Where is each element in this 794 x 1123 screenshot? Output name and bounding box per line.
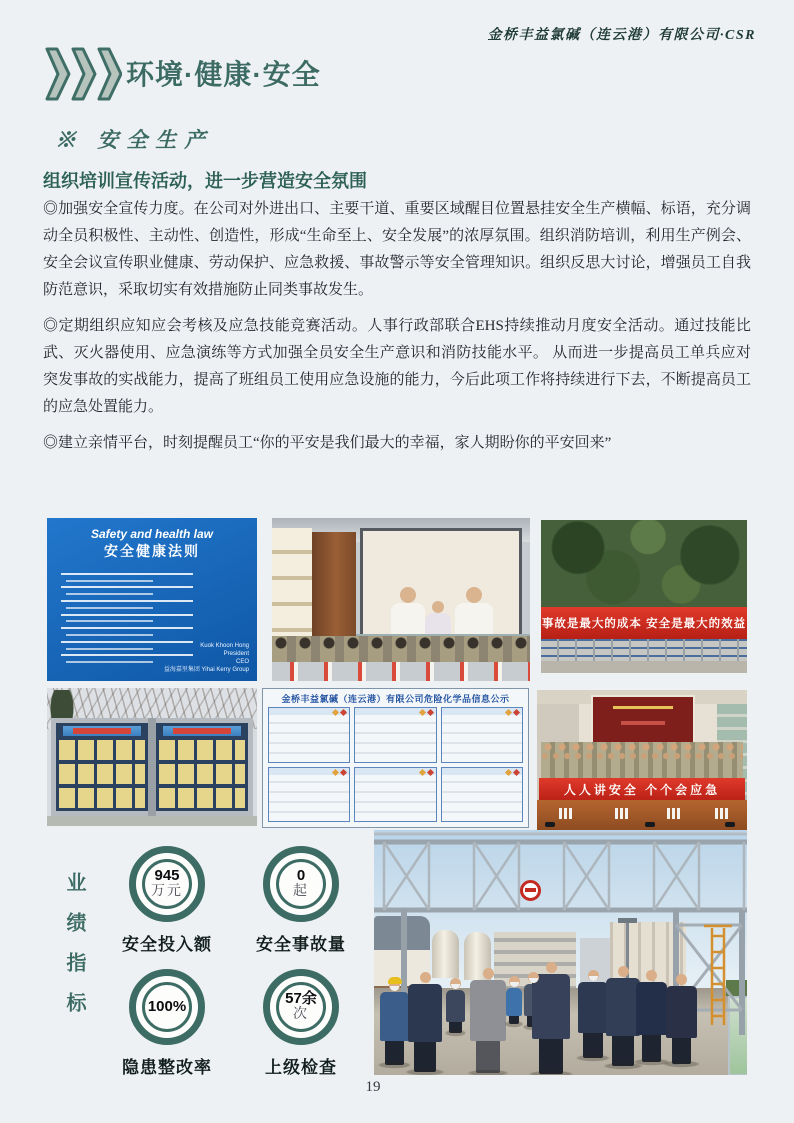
metric-ring: [263, 846, 339, 922]
person-figure: [470, 968, 506, 1073]
page-number: 19: [365, 1079, 381, 1095]
photo-chemical-info-board: [262, 688, 529, 828]
microphone: [645, 822, 655, 827]
page-title: 环境·健康·安全: [126, 59, 321, 90]
metric-value: 100%: [147, 998, 187, 1015]
bulletin-board-left: [56, 723, 148, 811]
paragraph-1: ◎加强安全宣传力度。在公司对外进出口、主要干道、重要区域醒目位置悬挂安全生产横幅、标语，充分调动全员积极性、主动性、创造性，形成“生命至上、安全发展”的浓厚氛围。组织消防培训，利用生产例会、安全会议宣传职业健康、劳动保护、应急救援、事故警示等安全管理知识。组织反思大讨论，增强员工自我防范意识，采取切实有效措施防止同类事故发生。: [43, 201, 751, 298]
person-figure: [506, 976, 522, 1024]
metric-superior-inspections: [253, 969, 349, 1078]
chemical-panel: [268, 767, 350, 823]
poster-title-en: Safety and health law: [90, 527, 214, 541]
section-heading: ※ 安全生产: [55, 128, 214, 152]
signature-line: 益海嘉里集团 Yihai Kerry Group: [163, 667, 249, 673]
metric-label: 隐患整改率: [122, 1058, 212, 1077]
metric-value: 57余: [285, 990, 317, 1007]
person-figure: [578, 970, 608, 1058]
banner-text: 人人讲安全 个个会应急: [563, 783, 721, 797]
photo-group-safety-meeting: [537, 690, 747, 833]
metric-value: 0: [296, 867, 306, 884]
chemical-panel: [354, 767, 436, 823]
inspection-group: [374, 830, 747, 1075]
meeting-attendees: [272, 636, 530, 662]
person-figure: [408, 972, 442, 1072]
chemical-panel: [268, 707, 350, 763]
conference-table: [537, 800, 747, 833]
signature-line: Kuok Khoon Hong: [200, 643, 249, 649]
person-figure: [636, 970, 667, 1062]
metric-unit: 万元: [151, 884, 183, 899]
metric-label: 上级检查: [265, 1058, 337, 1077]
metric-label: 安全事故量: [256, 935, 346, 954]
section-subheading: 组织培训宣传活动，进一步营造安全氛围: [43, 171, 367, 191]
person-figure: [446, 978, 465, 1033]
metric-value: 945: [154, 867, 180, 884]
water-bottles: [615, 808, 630, 819]
body-text: [43, 196, 751, 466]
metrics-vertical-label: 业绩指标: [63, 872, 85, 1032]
family-figure-child: [425, 601, 451, 637]
meeting-table-bottles: [272, 662, 530, 681]
group-of-employees: [541, 742, 743, 780]
signature-line: CEO: [235, 659, 249, 665]
meeting-projection-screen: [360, 528, 522, 640]
metric-hazard-rectification: [119, 969, 215, 1078]
chemical-panel: [441, 767, 523, 823]
header-company-csr: 金桥丰益氯碱（连云港）有限公司·CSR: [487, 28, 756, 43]
paragraph-3: ◎建立亲情平台，时刻提醒员工“你的平安是我们最大的幸福，家人期盼你的平安回来”: [43, 435, 612, 451]
chemical-info-panels: [268, 707, 523, 822]
metric-ring: [129, 846, 205, 922]
microphone: [725, 822, 735, 827]
person-figure: [606, 966, 640, 1066]
metric-ring: [129, 969, 205, 1045]
chemical-panel: [441, 707, 523, 763]
red-banner: [539, 778, 745, 801]
photo-fence-slogan-banner: [541, 520, 747, 673]
banner-text: 事故是最大的成本 安全是最大的效益: [541, 618, 747, 631]
photo-bulletin-boards: [47, 688, 257, 826]
poster-title-zh: 安全健康法则: [104, 543, 200, 559]
person-figure: [380, 980, 409, 1065]
board-header: [163, 726, 240, 736]
photo-plant-inspection-visit: [374, 830, 747, 1075]
meeting-window: [272, 528, 312, 643]
family-figure: [391, 587, 425, 637]
board-header: [63, 726, 140, 736]
paragraph-2: ◎定期组织应知应会考核及应急技能竞赛活动。人事行政部联合EHS持续推动月度安全活动。通过技能比武、灭火器使用、应急演练等方式加强全员安全生产意识和消防技能水平。 从而进一步提高员工单兵应对突发事故的实战能力，提高了班组员工使用应急设施的能力，今后此项工作将持续进行下去，不断提高员工的应急处置能力。: [43, 318, 751, 415]
ground: [541, 661, 747, 673]
person-figure: [666, 974, 697, 1064]
meeting-wood-panel: [312, 532, 356, 650]
microphone: [545, 822, 555, 827]
board-posters: [159, 740, 245, 808]
metric-label: 安全投入额: [122, 935, 212, 954]
metric-unit: 起: [293, 884, 309, 899]
photo-safety-health-law-poster: [47, 518, 257, 681]
water-bottles: [667, 808, 682, 819]
red-banner: [541, 607, 747, 639]
board-posters: [59, 740, 145, 808]
poster-signature: [164, 642, 249, 674]
metric-safety-investment: [119, 846, 215, 955]
ground: [47, 816, 257, 826]
family-figure: [455, 587, 493, 637]
bulletin-board-right: [156, 723, 248, 811]
board-center-post: [148, 718, 156, 816]
chemical-panel: [354, 707, 436, 763]
trees: [541, 520, 747, 612]
water-bottles: [559, 808, 574, 819]
water-bottles: [715, 808, 730, 819]
metric-safety-accidents: [253, 846, 349, 955]
metric-ring: [263, 969, 339, 1045]
photo-meeting-room-screen: [272, 518, 530, 681]
signature-line: President: [223, 651, 249, 657]
chemical-board-title: 金桥丰益氯碱（连云港）有限公司危险化学品信息公示: [281, 694, 510, 704]
metric-unit: 次: [293, 1007, 309, 1022]
triple-chevron-icon: [44, 46, 122, 102]
